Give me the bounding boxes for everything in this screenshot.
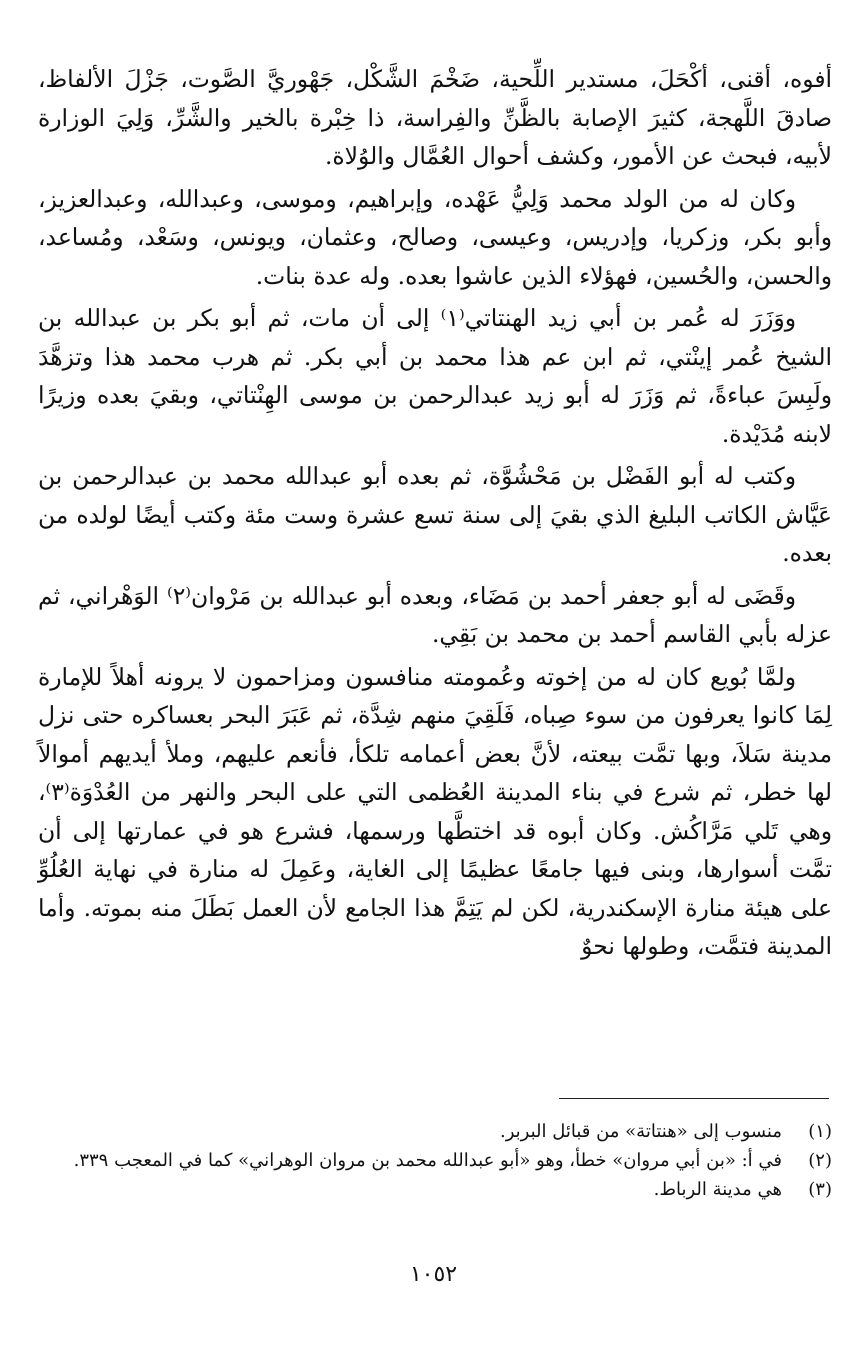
footnote-text: منسوب إلى «هنتاتة» من قبائل البربر. (499, 1121, 782, 1142)
footnote (38, 1147, 832, 1175)
page (38, 60, 832, 970)
footnote-text: في أ: «بن أبي مروان» خطأ، وهو «أبو عبدالله محمد بن مروان الوهراني» كما في المعجب ٣٣٩. (73, 1150, 782, 1171)
footnote-text: هي مدينة الرباط. (653, 1179, 782, 1200)
paragraph: ووَزَرَ له عُمر بن أبي زيد الهنتاتي⁽١⁾ إلى أن مات، ثم أبو بكر بن عبدالله بن الشيخ عُمر إينْتي، ثم ابن عم هذا محمد بن أبي بكر. ثم هرب محمد هذا وتزهَّدَ ولَبِسَ عباءةً، ثم وَزَرَ له أبو زيد عبدالرحمن بن موسى الهِنْتاتي، وبقيَ بعده وزيرًا لابنه مُدَيْدة. (38, 304, 832, 448)
footnote (38, 1118, 832, 1146)
footnotes (38, 1118, 832, 1205)
paragraph: وكتب له أبو الفَضْل بن مَحْشُوَّة، ثم بعده أبو عبدالله محمد بن عبدالرحمن بن عَيَّاش الكاتب البليغ الذي بقيَ إلى سنة تسع عشرة وست مئة وكتب أيضًا لولده من بعده. (38, 462, 832, 567)
footnote (38, 1176, 832, 1204)
main-text (38, 60, 832, 966)
footnote-divider (559, 1098, 829, 1099)
footnote-number: (١) (808, 1121, 832, 1142)
page-number: ١٠٥٢ (409, 1262, 458, 1287)
footnote-number: (٢) (808, 1150, 832, 1171)
paragraph: وكان له من الولد محمد وَلِيُّ عَهْده، وإبراهيم، وموسى، وعبدالله، وعبدالعزيز، وأبو بكر، وزكريا، وإدريس، وعيسى، وصالح، وعثمان، ويونس، وسَعْد، ومُساعد، والحسن، والحُسين، فهؤلاء الذين عاشوا بعده. وله عدة بنات. (38, 184, 832, 290)
paragraph: ولمَّا بُويع كان له من إخوته وعُمومته منافسون ومزاحمون لا يرونه أهلاً للإمارة لِمَا كانوا يعرفون من سوء صِباه، فَلَقِيَ منهم شِدَّة، ثم عَبَرَ البحر بعساكره حتى نزل مدينة سَلاَ، وبها تمَّت بيعته، لأنَّ بعض أعمامه تلكأ، فأنعم عليهم، وملأ أيديهم أموالاً لها خطر، ثم شرع في بناء المدينة العُظمى التي على البحر والنهر من العُدْوَة⁽٣⁾، وهي تَلي مَرَّاكُش. وكان أبوه قد اختطَّها ورسمها، فشرع هو في عمارتها إلى أن تمَّت أسوارها، وبنى فيها جامعًا عظيمًا إلى الغاية، وعَمِلَ له منارة في نهاية العُلُوِّ على هيئة منارة الإسكندرية، لكن لم يَتِمَّ هذا الجامع لأن العمل بَطَلَ منه بموته. وأما المدينة فتمَّت، وطولها نحوٌ (38, 662, 832, 960)
paragraph: أفوه، أقنى، أكْحَلَ، مستدير اللِّحية، ضَخْمَ الشَّكْل، جَهْوريَّ الصَّوت، جَزْلَ الألفاظ، صادقَ اللَّهجة، كثيرَ الإصابة بالظَّنِّ والفِراسة، ذا خِبْرة بالخير والشَّرِّ، وَلِيَ الوزارة لأبيه، فبحث عن الأمور، وكشف أحوال العُمَّال والوُلاة. (38, 65, 832, 170)
footnote-number: (٣) (808, 1179, 832, 1200)
paragraph: وقَضَى له أبو جعفر أحمد بن مَضَاء، وبعده أبو عبدالله بن مَرْوان⁽٢⁾ الوَهْراني، ثم عزله بأبي القاسم أحمد بن محمد بن بَقِي. (38, 581, 832, 648)
